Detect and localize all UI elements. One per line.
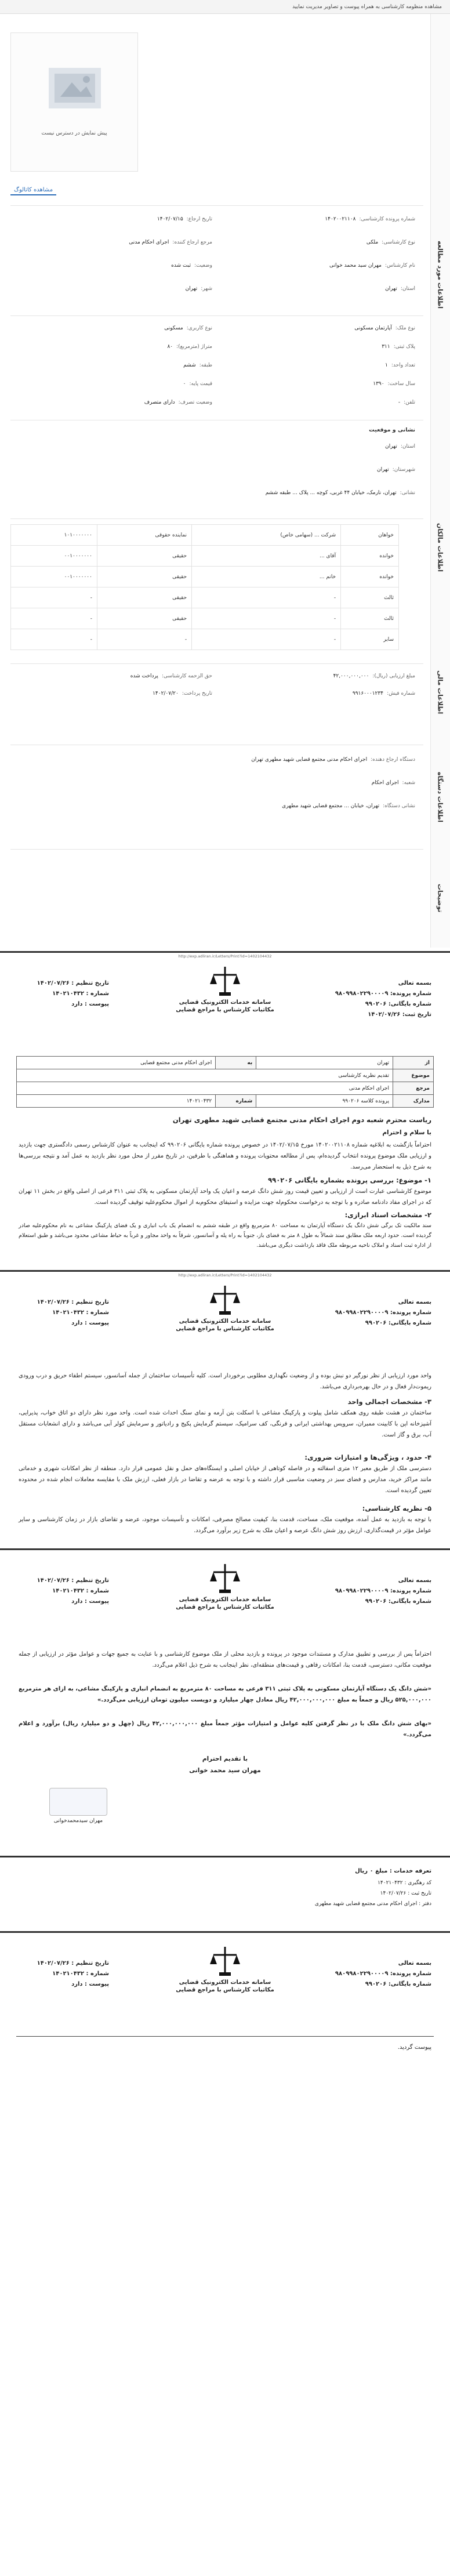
- text: اطلاعات مالی: [436, 670, 444, 714]
- text: تاریخ تنظیم : ۱۴۰۲/۰۷/۲۶: [37, 1577, 109, 1584]
- text: شماره بایگانی: ۹۹۰۲۰۶: [365, 1598, 431, 1605]
- field-label: طبقه:: [199, 362, 212, 368]
- letter-header-left: [16, 978, 109, 1010]
- letter-header-right: [321, 1297, 431, 1329]
- opinion-valuation: «شش دانگ یک دستگاه آپارتمان مسکونی به پلاک ثبتی ۳۱۱ فرعی به مساحت ۸۰ مترمربع به انضمام انباری و پارکینگ مشاعی، به ازای هر مترمربع ۵۲۵,۰۰۰,۰۰۰ ریال و جمعاً به مبلغ ۴۲,۰۰۰,۰۰۰,۰۰۰ ریال معادل چهار میلیارد و دویست میلیون تومان ارزیابی می‌گردد.»: [19, 1686, 431, 1703]
- text: تاریخ ثبت: ۱۴۰۲/۰۷/۲۶: [368, 1011, 431, 1018]
- signature-block: [29, 1788, 128, 1824]
- text: بسمه تعالی: [398, 980, 431, 986]
- letter-system-title: سامانه خدمات الکترونیک قضایی: [179, 999, 271, 1006]
- table-cell: ۰۰۱۰۰۰۰۰۰۰: [11, 546, 97, 567]
- property-field: [183, 380, 212, 388]
- table-cell: حقیقی: [97, 587, 191, 608]
- tariff-line-3: دفتر : اجرای احکام مدنی مجتمع قضایی شهید مطهری: [314, 1901, 431, 1907]
- table-cell: -: [11, 629, 97, 650]
- text: از: [393, 1057, 434, 1069]
- letter-header-left: [16, 1576, 109, 1607]
- divider: [16, 2036, 434, 2037]
- table-cell: خوانده: [341, 546, 399, 567]
- letter-page-1: [0, 951, 450, 1264]
- table-cell: حقیقی: [97, 546, 191, 567]
- page-url: http://exp.adliran.ir/Letters/Print?id=1402104432: [178, 954, 272, 959]
- summary-field: [186, 285, 212, 293]
- letter-header-center: [174, 1282, 276, 1332]
- divider: [10, 849, 423, 850]
- tariff-line-2: تاریخ ثبت : ۱۴۰۲/۰۷/۲۶: [380, 1891, 431, 1896]
- table-cell: -: [192, 629, 341, 650]
- field-value: تهران، خیابان ... مجتمع قضایی شهید مطهری: [282, 803, 380, 809]
- address-title: نشانی و موقعیت: [369, 427, 415, 433]
- letter-header: [0, 963, 450, 1056]
- field-label: استان:: [400, 286, 415, 292]
- table-row: [11, 608, 399, 629]
- field-value: اجرای احکام مدنی مجتمع قضایی شهید مطهری تهران: [251, 757, 368, 763]
- summary-field: [325, 216, 415, 223]
- property-field: [164, 325, 212, 332]
- field-label: نوع ملک:: [395, 325, 415, 331]
- table-row: [11, 629, 399, 650]
- text: اجرای احکام مدنی مجتمع قضایی: [17, 1057, 216, 1069]
- letter-greeting: با سلام و احترام: [382, 1129, 431, 1136]
- judiciary-emblem-icon: [208, 1944, 242, 1978]
- field-label: قیمت پایه:: [189, 381, 212, 387]
- summary-field: [171, 262, 212, 270]
- section-3-body: ساختمان در هشت طبقه روی همکف شامل پیلوت و پارکینگ مشاعی با اسکلت بتن آرمه و نمای سنگ احداث شده است. واحد مورد نظر دارای دو اتاق خواب، پذیرایی، آشپزخانه اپن با کابینت ممبران، سرویس بهداشتی ایرانی و فرنگی، کف سرامیک، سیستم گرمایش پکیج و رادیاتور و سرمایش کولر آبی می‌باشد و دارای انشعابات مستقل آب، برق و گاز است.: [19, 1410, 431, 1438]
- letter-page-3: [0, 1548, 450, 1850]
- top-notice-bar: [0, 0, 450, 14]
- table-cell: -: [11, 587, 97, 608]
- side-tab-notes[interactable]: [430, 861, 450, 936]
- field-label: نشانی:: [400, 490, 415, 496]
- field-label: حق الزحمه کارشناسی:: [161, 673, 212, 679]
- field-value: ۱۴۰۲/۰۷/۱۵: [157, 216, 183, 222]
- side-tab-device[interactable]: [430, 756, 450, 837]
- table-cell: -: [11, 608, 97, 629]
- letter-header-center: [174, 963, 276, 1013]
- text: بسمه تعالی: [398, 1960, 431, 1967]
- text: پیوست : دارد: [71, 1001, 109, 1007]
- field-value: ۸۰: [167, 344, 173, 350]
- finance-field: [333, 673, 415, 680]
- property-field: [373, 380, 415, 388]
- text: مکاتبات کارشناس با مراجع قضایی: [176, 1987, 274, 1993]
- address-field: [385, 443, 415, 451]
- section-5-title: ۵- نظریه کارشناسی:: [362, 1504, 431, 1512]
- field-label: شماره فیش:: [387, 691, 415, 696]
- section-4-body: دسترسی ملک از طریق معبر ۱۲ متری اسفالته و در فاصله کوتاهی از خیابان اصلی و ایستگاه‌های حمل و نقل عمومی قرار دارد. منطقه از نظر امکانات شهری و خدماتی مانند مراکز خرید، مدارس و فضای سبز در وضعیت مناسبی قرار داشته و با توجه به عرضه و تقاضا در بازار فعلی، ارزش ملک با مقایسه معاملات انجام شده در محدوده تعیین گردیده است.: [19, 1465, 432, 1494]
- property-field: [398, 399, 415, 407]
- letter-system-subtitle: مکاتبات کارشناس با مراجع قضایی: [176, 1007, 274, 1013]
- page-url: http://exp.adliran.ir/Letters/Print?id=1402104432: [178, 1273, 272, 1278]
- section-side-tabs: [430, 14, 450, 948]
- text: اجرای احکام مدنی: [17, 1082, 393, 1095]
- table-cell: -: [192, 587, 341, 608]
- table-cell: ۱۰۱۰۰۰۰۰۰۰: [11, 525, 97, 546]
- field-value: تهران: [385, 286, 397, 292]
- table-row: [11, 587, 399, 608]
- letter-header-center: [174, 1561, 276, 1610]
- text: پیوست : دارد: [71, 1320, 109, 1326]
- text: تهران: [256, 1057, 393, 1069]
- field-label: مبلغ ارزیابی (ریال):: [372, 673, 415, 679]
- field-label: استان:: [400, 444, 415, 449]
- section-5-body: با توجه به بازدید به عمل آمده، موقعیت ملک، مساحت، قدمت بنا، کیفیت مصالح مصرفی، امکانات و تأسیسات موجود، عرضه و تقاضای بازار در زمان کارشناسی و سایر عوامل مؤثر در قیمت‌گذاری، ارزش روز شش دانگ عرصه و اعیان ملک به شرح زیر برآورد می‌گردد.: [19, 1516, 431, 1534]
- table-cell: سایر: [341, 629, 399, 650]
- table-cell: -: [97, 629, 191, 650]
- field-value: ۰: [183, 381, 186, 387]
- text: شماره پرونده: ۹۸۰۹۹۸۰۲۲۹۰۰۰۰۹: [335, 1588, 431, 1594]
- summary-field: [157, 216, 212, 223]
- table-cell: نماینده حقوقی: [97, 525, 191, 546]
- text: شماره : ۱۴۰۲۱۰۴۳۲: [52, 1309, 109, 1316]
- side-tab-finance[interactable]: [430, 658, 450, 727]
- letter-header: [0, 1282, 450, 1375]
- table-cell: خانم ...: [192, 567, 341, 587]
- field-value: اجرای احکام مدنی: [129, 240, 169, 245]
- finance-field: [353, 690, 415, 698]
- text: شماره: [216, 1095, 256, 1108]
- text: شماره پرونده: ۹۸۰۹۹۸۰۲۲۹۰۰۰۰۹: [335, 1971, 431, 1977]
- signature-stamp-icon: [49, 1788, 107, 1816]
- letter-page-attachment: [0, 1931, 450, 2569]
- side-tab-case-info[interactable]: [430, 199, 450, 350]
- field-value: تهران: [376, 467, 389, 473]
- property-field: [167, 343, 212, 351]
- field-label: نام کارشناس:: [384, 263, 415, 269]
- opinion-intro: احتراماً پس از بررسی و تطبیق مدارک و مستندات موجود در پرونده و بازدید محلی از ملک موضوع کارشناسی و با عنایت به جمیع جهات و عوامل مؤثر در ارزیابی از جمله موقعیت مکانی، دسترسی، قدمت بنا، امکانات رفاهی و قیمت‌های منطقه‌ای، نظر اینجانب به شرح ذیل اعلام می‌گردد.: [19, 1651, 431, 1668]
- summary-field: [129, 239, 212, 246]
- text: مدارک: [393, 1095, 434, 1108]
- field-value: -: [398, 400, 401, 405]
- judiciary-emblem-icon: [208, 964, 242, 998]
- address-field: [377, 466, 415, 474]
- tariff-line-1: کد رهگیری : ۱۴۰۲۱۰۴۳۲: [378, 1880, 431, 1886]
- case-portal: [0, 14, 450, 948]
- field-label: نوع کارشناسی:: [382, 240, 415, 245]
- preview-caption: پیش نمایش در دسترس نیست: [41, 130, 107, 136]
- text: شماره : ۱۴۰۲۱۰۴۳۲: [52, 1588, 109, 1594]
- property-field: [385, 362, 415, 369]
- field-label: متراژ (مترمربع):: [176, 344, 212, 350]
- signer-name: مهران سید محمد خوانی: [189, 1767, 261, 1774]
- letter-header-right: [321, 1576, 431, 1607]
- address-field: [266, 489, 415, 497]
- field-value: ۱: [385, 362, 388, 368]
- field-value: اجرای احکام: [371, 780, 399, 786]
- section-4-title: ۴- حدود ، ویژگی‌ها و امتیازات ضروری:: [304, 1453, 431, 1461]
- text: اطلاعات مالکان: [436, 523, 444, 572]
- property-field: [382, 343, 415, 351]
- section-3-continued: واحد مورد ارزیابی از نظر نورگیر دو نبش بوده و از وضعیت نگهداری مطلوبی برخوردار است. کلیه تأسیسات ساختمان از جمله آسانسور، سیستم اطفاء حریق و درب ورودی ریموت‌دار فعال و در حال بهره‌برداری می‌باشد.: [19, 1373, 431, 1390]
- closing-text: با تقدیم احترام: [202, 1755, 248, 1762]
- section-3-title: ۳- مشخصات اجمالی واحد: [347, 1398, 431, 1406]
- property-field: [354, 325, 415, 332]
- field-label: مرجع ارجاع کننده:: [172, 240, 212, 245]
- stamp-label: مهران سیدمحمدخوانی: [53, 1818, 103, 1824]
- field-label: شهرستان:: [392, 467, 415, 473]
- table-cell: حقیقی: [97, 608, 191, 629]
- table-cell: شرکت ... (سهامی خاص): [192, 525, 341, 546]
- field-value: ملکی: [366, 240, 379, 245]
- table-cell: ثالث: [341, 608, 399, 629]
- text: شماره بایگانی: ۹۹۰۲۰۶: [365, 1320, 431, 1326]
- divider: [10, 663, 423, 664]
- field-value: ۱۴۰۲۰۰۲۱۱۰۸: [325, 216, 356, 222]
- field-label: دستگاه ارجاع دهنده:: [371, 757, 415, 763]
- letter-header-right: [321, 1958, 431, 1990]
- property-field: [183, 362, 212, 369]
- text: تقدیم نظریه کارشناسی: [17, 1069, 393, 1082]
- text: شماره : ۱۴۰۲۱۰۴۳۲: [52, 991, 109, 997]
- divider: [10, 205, 423, 206]
- image-preview: [10, 32, 138, 172]
- field-value: تهران، نارمک، خیابان ۴۴ غربی، کوچه ... پلاک ... طبقه ششم: [265, 490, 397, 496]
- letter-tariff-strip: [0, 1856, 450, 1925]
- text: پیوست : دارد: [71, 1981, 109, 1987]
- field-value: ۱۳۹۰: [373, 381, 384, 387]
- field-label: تلفن:: [404, 400, 415, 405]
- text: ۱۴۰۲۱۰۴۳۲: [17, 1095, 216, 1108]
- device-field: [282, 803, 415, 810]
- field-label: تعداد واحد:: [391, 362, 415, 368]
- text: به: [216, 1057, 256, 1069]
- letter-header: [0, 1561, 450, 1653]
- divider: [10, 315, 423, 316]
- letter-header-left: [16, 1958, 109, 1990]
- section-2-body: سند مالکیت تک برگی شش دانگ یک دستگاه آپارتمان به مساحت ۸۰ مترمربع واقع در طبقه ششم به انضمام یک باب انباری و یک فضای پارکینگ مشاعی به نام محکوم‌علیه صادر گردیده است. حدود اربعه ملک مطابق سند شمالاً به طول ۸ متر به فضای باز، جنوباً به راه پله و آسانسور، شرقاً به واحد مجاور و غرباً به حیاط مشاعی محدود می‌باشد و طبق استعلام از اداره ثبت اسناد و املاک ناحیه مربوطه ملک فاقد بازداشت دیگری می‌باشد.: [19, 1222, 432, 1249]
- text: شماره بایگانی: ۹۹۰۲۰۶: [365, 1981, 431, 1987]
- text: سامانه خدمات الکترونیک قضایی: [179, 1979, 271, 1986]
- finance-field: [130, 673, 212, 680]
- field-value: دارای متصرف: [144, 400, 175, 405]
- judiciary-emblem-icon: [208, 1283, 242, 1317]
- letter-header-center: [174, 1943, 276, 1993]
- section-1-body: موضوع کارشناسی عبارت است از ارزیابی و تعیین قیمت روز شش دانگ عرصه و اعیان یک واحد آپارتمان مسکونی به پلاک ثبتی ۳۱۱ فرعی از اصلی واقع در بخش ۱۱ تهران که در اجرای مفاد دادنامه صادره و با توجه به درخواست محکوم‌له جهت مزایده و استیفای محکوم‌به از اموال محکوم‌علیه توقیف گردیده است.: [19, 1188, 431, 1206]
- field-label: تاریخ پرداخت:: [182, 691, 212, 696]
- table-cell: خواهان: [341, 525, 399, 546]
- text: مرجع: [393, 1082, 434, 1095]
- table-cell: حقیقی: [97, 567, 191, 587]
- field-label: وضعیت:: [194, 263, 212, 269]
- field-value: ۴۲,۰۰۰,۰۰۰,۰۰۰: [333, 673, 369, 679]
- justice-placeholder-icon: [37, 56, 113, 126]
- text: موضوع: [393, 1069, 434, 1082]
- letter-header: [0, 1943, 450, 2036]
- device-field: [372, 779, 415, 787]
- field-value: ۳۱۱: [382, 344, 390, 350]
- field-value: تهران: [185, 286, 198, 292]
- table-cell: خوانده: [341, 567, 399, 587]
- text: بسمه تعالی: [398, 1299, 431, 1305]
- table-row: [11, 525, 399, 546]
- field-label: تاریخ ارجاع:: [186, 216, 212, 222]
- letter-header-left: [16, 1297, 109, 1329]
- field-value: ششم: [183, 362, 196, 368]
- opinion-total: «بهای شش دانگ ملک با در نظر گرفتن کلیه عوامل و امتیازات مؤثر جمعاً مبلغ ۴۲,۰۰۰,۰۰۰,۰۰۰ ریال (چهل و دو میلیارد ریال) برآورد و اعلام می‌گردد.»: [19, 1721, 431, 1738]
- text: تاریخ تنظیم : ۱۴۰۲/۰۷/۲۶: [37, 1960, 109, 1967]
- side-tab-owners[interactable]: [430, 478, 450, 617]
- text: بسمه تعالی: [398, 1577, 431, 1584]
- text: مکاتبات کارشناس با مراجع قضایی: [176, 1604, 274, 1610]
- field-label: شعبه:: [402, 780, 415, 786]
- device-field: [251, 756, 415, 764]
- field-value: ثبت شده: [171, 263, 191, 269]
- letter-title: ریاست محترم شعبه دوم اجرای احکام مدنی مجتمع قضایی شهید مطهری تهران: [172, 1116, 431, 1124]
- field-value: پرداخت شده: [130, 673, 158, 679]
- text: تاریخ تنظیم : ۱۴۰۲/۰۷/۲۶: [37, 1299, 109, 1305]
- tariff-label: تعرفه خدمات : مبلغ ۰ ریال: [355, 1868, 431, 1874]
- text: پرونده کلاسه ۹۹۰۲۰۶: [256, 1095, 393, 1108]
- letter-page-2: [0, 1270, 450, 1543]
- letter-header-right: [321, 978, 431, 1020]
- text: شماره پرونده: ۹۸۰۹۹۸۰۲۲۹۰۰۰۰۹: [335, 1309, 431, 1316]
- field-label: سال ساخت:: [387, 381, 415, 387]
- judiciary-emblem-icon: [208, 1562, 242, 1595]
- field-label: نوع کاربری:: [186, 325, 212, 331]
- text: مکاتبات کارشناس با مراجع قضایی: [176, 1326, 274, 1332]
- table-cell: -: [192, 608, 341, 629]
- text: تاریخ تنظیم : ۱۴۰۲/۰۷/۲۶: [37, 980, 109, 986]
- text: شماره پرونده: ۹۸۰۹۹۸۰۲۲۹۰۰۰۰۹: [335, 991, 431, 997]
- table-row: [11, 546, 399, 567]
- table-cell: ۰۰۱۰۰۰۰۰۰۰: [11, 567, 97, 587]
- summary-field: [329, 262, 415, 270]
- field-value: تهران: [385, 444, 397, 449]
- letter-intro: احتراماً بازگشت به ابلاغیه شماره ۱۴۰۲۰۰۲۱۱۰۸ مورخ ۱۴۰۲/۰۷/۱۵ در خصوص پرونده شماره بایگانی ۹۹۰۲۰۶ که اینجانب به عنوان کارشناس رسمی دادگستری جهت بازدید و ارزیابی ملک موضوع پرونده انتخاب گردیده‌ام، پس از مطالعه محتویات پرونده و هماهنگی با طرفین، در تاریخ مقرر از محل مورد نظر بازدید به عمل آمد و نتیجه بررسی‌ها به شرح ذیل به استحضار می‌رسد.: [19, 1142, 431, 1170]
- summary-field: [385, 285, 415, 293]
- text: پیوست : دارد: [71, 1598, 109, 1605]
- property-field: [144, 399, 212, 407]
- text: توضیحات: [436, 884, 444, 913]
- field-label: پلاک ثبتی:: [393, 344, 415, 350]
- summary-field: [366, 239, 415, 246]
- table-row: [11, 567, 399, 587]
- field-value: مهران سید محمد خوانی: [329, 263, 382, 269]
- text: اطلاعات دستگاه: [436, 771, 444, 822]
- top-notice-text: مشاهده منظومه کارشناسی به همراه پیوست و تصاویر مدیریت نمایید: [292, 3, 442, 10]
- text: اطلاعات مورد مطالعه: [436, 241, 444, 309]
- letter-meta-table: [16, 1056, 434, 1108]
- section-1-title: ۱- موضوع: بررسی پرونده بشماره بایگانی ۹۹۰۲۰۶: [268, 1176, 431, 1184]
- owners-table: [10, 524, 399, 650]
- field-value: ۹۹۱۶۰۰۰۱۲۳۴: [352, 691, 384, 696]
- catalog-tab[interactable]: مشاهده کاتالوگ: [10, 186, 56, 195]
- text: شماره : ۱۴۰۲۱۰۴۳۲: [52, 1971, 109, 1977]
- field-label: شهر:: [201, 286, 212, 292]
- section-2-title: ۲- مشخصات اسناد ابرازی:: [344, 1211, 431, 1219]
- field-label: نشانی دستگاه:: [383, 803, 415, 809]
- field-value: ۱۴۰۲/۰۷/۲۰: [153, 691, 179, 696]
- text: شماره بایگانی: ۹۹۰۲۰۶: [365, 1001, 431, 1007]
- divider: [10, 518, 423, 519]
- field-label: شماره پرونده کارشناسی:: [359, 216, 415, 222]
- text: سامانه خدمات الکترونیک قضایی: [179, 1597, 271, 1603]
- text: سامانه خدمات الکترونیک قضایی: [179, 1318, 271, 1325]
- table-cell: آقای ...: [192, 546, 341, 567]
- field-value: مسکونی: [164, 325, 183, 331]
- finance-field: [153, 690, 212, 698]
- attachment-note: پیوست گردید.: [397, 2044, 431, 2051]
- table-cell: ثالث: [341, 587, 399, 608]
- field-label: وضعیت تصرف:: [178, 400, 212, 405]
- field-value: آپارتمان مسکونی: [354, 325, 392, 331]
